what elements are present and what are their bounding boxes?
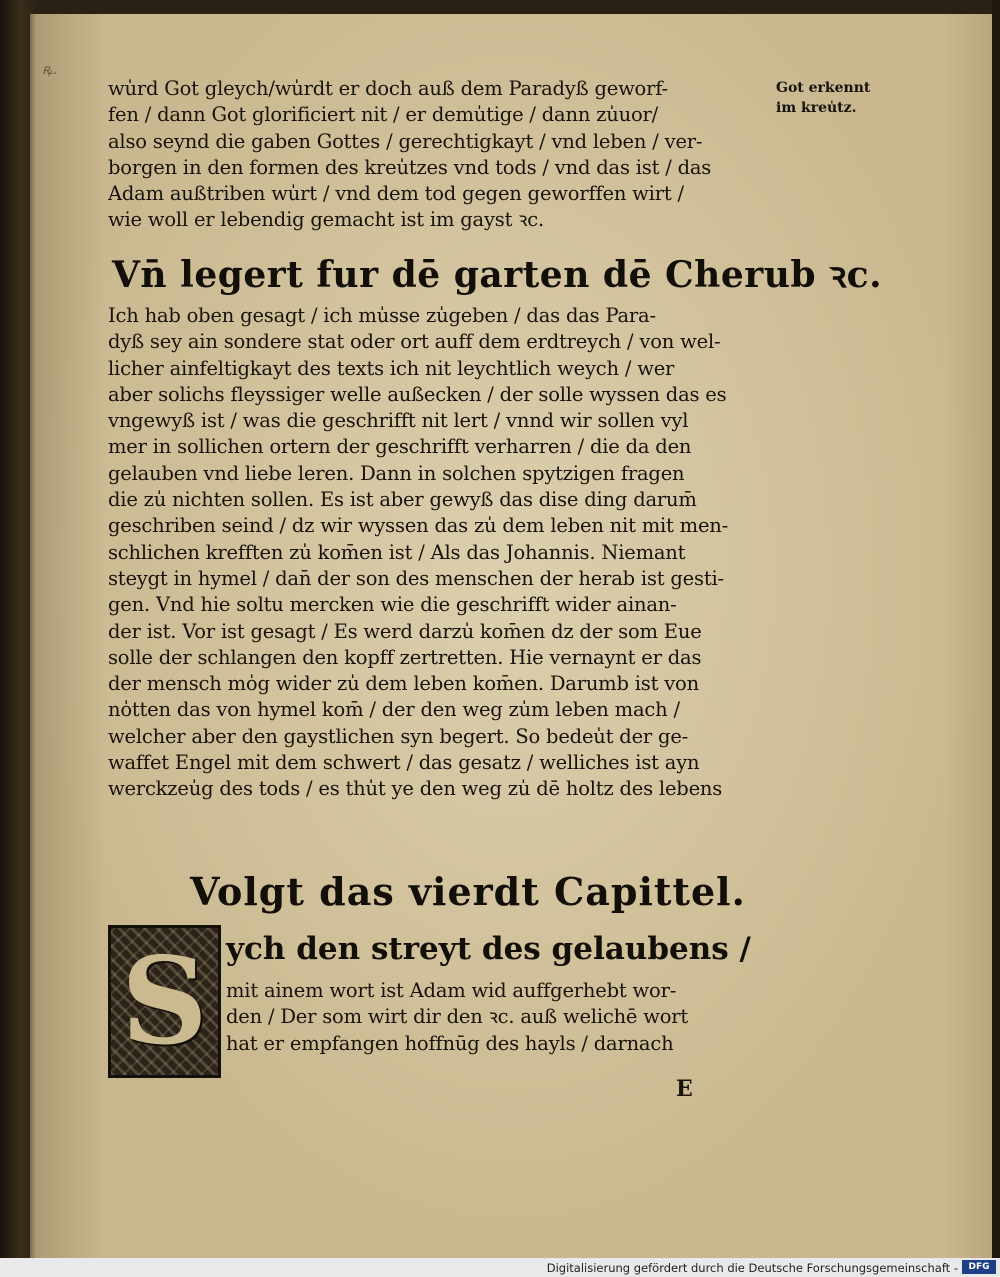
text-line: vngewyß ist / was die geschrifft nit lert / vnnd wir sollen vyl <box>108 409 689 433</box>
text-line: mit ainem wort ist Adam wid auffgerhebt wor- <box>226 979 677 1002</box>
text-line: dyß sey ain sondere stat oder ort auff dem erdtreych / von wel- <box>108 330 721 354</box>
text-line: den / Der som wirt dir den ꝛc. auß welichē wort <box>226 1005 689 1029</box>
text-line: fen / dann Got glorificiert nit / er demu̍tige / dann zu̍uor/ <box>108 103 659 127</box>
text-line: licher ainfeltigkayt des texts ich nit leychtlich weych / wer <box>108 356 675 380</box>
margin-note-line: Got erkennt <box>776 80 871 96</box>
margin-note-line: im kreu̍tz. <box>776 100 857 116</box>
text-line: mer in sollichen ortern der geschrifft verharren / die da den <box>108 435 692 459</box>
text-line: also seynd die gaben Gottes / gerechtigkayt / vnd leben / ver- <box>108 129 703 153</box>
chapter-first-line: ych den streyt des gelaubens / <box>226 931 751 967</box>
text-line: gelauben vnd liebe leren. Dann in solchen spytzigen fragen <box>108 461 685 485</box>
lemma-heading: Vn̄ legert fur dē garten dē Cherub ꝛc. <box>112 254 883 296</box>
text-line: borgen in den formen des kreu̍tzes vnd tods / vnd das ist / das <box>108 155 712 179</box>
text-line: werckzeu̍g des tods / es thu̍t ye den weg zu̍ dē holtz des lebens <box>108 777 723 801</box>
decorated-initial <box>108 925 221 1078</box>
funding-credit: Digitalisierung gefördert durch die Deutsche Forschungsgemeinschaft - <box>546 1261 958 1275</box>
text-line: aber solichs fleyssiger welle außecken / der solle wyssen das es <box>108 382 727 406</box>
catchword: E <box>676 1076 693 1102</box>
text-line: der ist. Vor ist gesagt / Es werd darzu̍ kom̄en dz der som Eue <box>108 619 702 643</box>
text-line: wu̍rd Got gleych/wu̍rdt er doch auß dem Paradyß geworf- <box>108 77 668 100</box>
margin-note <box>776 78 894 118</box>
text-block-chapter <box>226 978 766 1057</box>
text-block-commentary <box>108 303 768 803</box>
text-line: wie woll er lebendig gemacht ist im gayst ꝛc. <box>108 208 544 232</box>
dfg-logo[interactable]: DFG <box>962 1260 996 1274</box>
text-block-top <box>108 76 768 234</box>
text-line: no̍tten das von hymel kom̄ / der den weg zu̍m leben mach / <box>108 698 680 722</box>
text-line: die zu̍ nichten sollen. Es ist aber gewyß das dise ding darum̄ <box>108 488 697 512</box>
text-line: gen. Vnd hie soltu mercken wie die geschrifft wider ainan- <box>108 593 677 617</box>
text-line: hat er empfangen hoffnūg des hayls / darnach <box>226 1031 674 1055</box>
text-line: der mensch mo̍g wider zu̍ dem leben kom̄en. Darumb ist von <box>108 672 699 696</box>
initial-letter: S <box>121 931 208 1072</box>
text-line: geschriben seind / dz wir wyssen das zu̍ dem leben nit mit men- <box>108 514 729 538</box>
text-line: Adam außtriben wu̍rt / vnd dem tod gegen geworffen wirt / <box>108 182 684 206</box>
chapter-heading: Volgt das vierdt Capittel. <box>190 869 746 914</box>
text-line: Ich hab oben gesagt / ich mu̍sse zu̍geben / das das Para- <box>108 304 656 327</box>
page-edge <box>992 0 1000 1258</box>
text-line: welcher aber den gaystlichen syn begert. So bedeu̍t der ge- <box>108 724 689 748</box>
gutter-shadow <box>0 0 36 1258</box>
corner-mark: ꝶ. <box>42 62 58 78</box>
text-line: solle der schlangen den kopff zertretten. Hie vernaynt er das <box>108 645 702 669</box>
text-line: waffet Engel mit dem schwert / das gesatz / welliches ist ayn <box>108 751 700 775</box>
text-line: steygt in hymel / dan̄ der son des menschen der herab ist gesti- <box>108 566 724 590</box>
text-line: schlichen krefften zu̍ kom̄en ist / Als das Johannis. Niemant <box>108 540 686 564</box>
